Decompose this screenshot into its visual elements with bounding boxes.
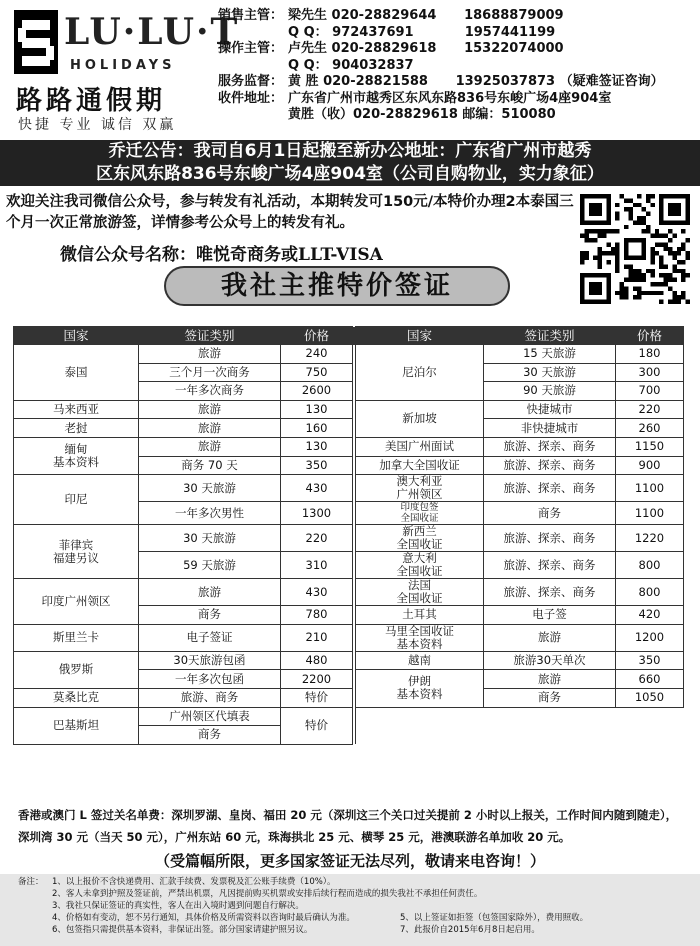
remark-line: 7、此报价自2015年6月8日起启用。 (400, 925, 540, 935)
table-row (14, 624, 684, 651)
price-cell: 660 (616, 670, 684, 689)
contact-name: 黄 胜 (288, 74, 319, 89)
price-cell: 特价 (281, 688, 353, 707)
visa-type-cell: 旅游 (484, 670, 616, 689)
header (0, 0, 700, 140)
contact-row (218, 41, 698, 58)
contact-phone[interactable]: 904032837 (332, 57, 414, 73)
contact-row (218, 8, 698, 25)
price-cell: 420 (616, 606, 684, 625)
contact-name: Q Q： (288, 57, 328, 73)
logo-slogan: 快捷 专业 诚信 双赢 (18, 117, 177, 133)
header-visa-type: 签证类别 (139, 327, 281, 345)
country-cell: 马里全国收证 基本资料 (356, 624, 484, 651)
visa-type-cell: 旅游、探亲、商务 (484, 579, 616, 606)
country-cell: 印度广州领区 (14, 579, 139, 625)
price-cell: 260 (616, 419, 684, 438)
table-row (14, 525, 684, 552)
price-cell: 700 (616, 382, 684, 401)
company-logo (14, 8, 240, 136)
price-cell: 800 (616, 552, 684, 579)
remark-line: 2、客人未拿到护照及签证前，严禁出机票，凡因提前购买机票或安排后续行程而造成的损失我社不承担任何责任。 (52, 889, 483, 899)
contact-mobile[interactable]: 15322074000 (464, 41, 564, 56)
qr-code-icon[interactable] (580, 194, 690, 304)
column-separator (353, 363, 356, 382)
contact-row (218, 25, 698, 42)
visa-type-cell: 59 天旅游 (139, 552, 281, 579)
price-cell: 1220 (616, 525, 684, 552)
table-row (14, 707, 684, 726)
country-cell: 莫桑比克 (14, 688, 139, 707)
visa-type-cell: 90 天旅游 (484, 382, 616, 401)
logo-brand: LU·LU·T (64, 11, 240, 53)
contact-label: 收件地址： (218, 90, 284, 106)
contact-row (218, 58, 698, 75)
contact-phone[interactable]: 020-28829618 (331, 41, 437, 56)
country-cell: 斯里兰卡 (14, 624, 139, 651)
price-cell: 1050 (616, 688, 684, 707)
visa-type-cell: 广州领区代填表 (139, 707, 281, 726)
visa-type-cell: 旅游、探亲、商务 (484, 525, 616, 552)
visa-type-cell: 商务 (139, 606, 281, 625)
header-country: 国家 (356, 327, 484, 345)
header-country: 国家 (14, 327, 139, 345)
contact-mobile[interactable]: 18688879009 (464, 8, 564, 23)
visa-type-cell: 旅游、探亲、商务 (484, 437, 616, 456)
visa-type-cell: 商务 (139, 726, 281, 745)
visa-type-cell: 旅游 (139, 345, 281, 364)
visa-type-cell: 商务 (484, 502, 616, 525)
price-cell: 220 (616, 400, 684, 419)
visa-type-cell: 商务 70 天 (139, 456, 281, 475)
price-cell: 310 (281, 552, 353, 579)
table-row (14, 579, 684, 606)
contact-block (218, 8, 698, 124)
hk-macau-fee-note: 香港或澳门 L 签过关名单费：深圳罗湖、皇岗、福田 20 元（深圳这三个关口过关提前 2 小时以上报关，工作时间内随到随走），深圳湾 30 元（当天 50 元），广州东站 60 元，珠海拱北 25 元、横琴 25 元，港澳联游名单加收 20 元。 (18, 808, 678, 844)
remarks-label: 备注： (18, 877, 44, 887)
table-row (14, 475, 684, 502)
table-row (14, 419, 684, 438)
country-cell: 美国广州面试 (356, 437, 484, 456)
country-cell: 马来西亚 (14, 400, 139, 419)
remark-line: 5、以上签证如拒签（包签国家除外），费用照收。 (400, 913, 589, 923)
visa-type-cell: 旅游 (139, 419, 281, 438)
price-cell: 350 (616, 651, 684, 670)
wechat-section (0, 190, 700, 320)
price-cell: 1200 (616, 624, 684, 651)
column-separator (353, 726, 356, 745)
contact-phone[interactable]: 广东省广州市越秀区东风东路836号东峻广场4座904室 (288, 90, 612, 106)
price-cell: 1100 (616, 502, 684, 525)
visa-type-cell: 快捷城市 (484, 400, 616, 419)
contact-row (218, 91, 698, 108)
price-cell: 780 (281, 606, 353, 625)
visa-price-table (13, 326, 684, 745)
price-cell: 240 (281, 345, 353, 364)
column-separator (353, 382, 356, 401)
country-cell: 新加坡 (356, 400, 484, 437)
visa-type-cell: 一年多次商务 (139, 382, 281, 401)
contact-name: Q Q： (288, 24, 328, 40)
country-cell: 泰国 (14, 345, 139, 401)
country-cell: 加拿大全国收证 (356, 456, 484, 475)
table-header-row (14, 327, 684, 345)
table-row (14, 345, 684, 364)
country-cell: 俄罗斯 (14, 651, 139, 688)
remark-line: 1、以上报价不含快递费用、汇款手续费、发票税及汇公账手续费（10%）。 (52, 877, 336, 887)
header-visa-type: 签证类别 (484, 327, 616, 345)
visa-type-cell: 30 天旅游 (139, 525, 281, 552)
country-cell: 澳大利亚 广州领区 (356, 475, 484, 502)
visa-type-cell: 旅游30天单次 (484, 651, 616, 670)
price-cell: 130 (281, 400, 353, 419)
country-cell: 巴基斯坦 (14, 707, 139, 744)
wechat-account-name: 微信公众号名称：唯悦奇商务或LLT-VISA (60, 245, 383, 265)
contact-label: 服务监督： (218, 74, 284, 89)
price-cell: 300 (616, 363, 684, 382)
contact-label: 操作主管： (218, 41, 284, 56)
price-cell: 130 (281, 437, 353, 456)
price-cell: 430 (281, 475, 353, 502)
table-row (14, 400, 684, 419)
visa-type-cell: 商务 (484, 688, 616, 707)
country-cell: 缅甸 基本资料 (14, 437, 139, 474)
country-cell: 菲律宾 福建另议 (14, 525, 139, 579)
contact-mobile[interactable]: 13925037873 （疑难签证咨询） (455, 74, 664, 89)
remark-line: 6、包签指只需提供基本资料，非保证出签。部分国家请建护照另议。 (52, 925, 313, 935)
table-row (14, 651, 684, 670)
contact-name: 卢先生 (288, 41, 328, 56)
visa-type-cell: 旅游 (139, 400, 281, 419)
country-cell: 法国 全国收证 (356, 579, 484, 606)
table-row (14, 437, 684, 456)
notice-line-2: 区东风东路836号东峻广场4座904室（公司自购物业，实力象征） (96, 164, 604, 184)
visa-type-cell: 非快捷城市 (484, 419, 616, 438)
contact-phone[interactable]: 020-28829644 (331, 8, 437, 23)
price-cell: 210 (281, 624, 353, 651)
contact-row (218, 107, 698, 124)
price-cell: 900 (616, 456, 684, 475)
price-cell: 800 (616, 579, 684, 606)
notice-line-1: 乔迁公告：我司自6月1日起搬至新办公地址：广东省广州市越秀 (108, 141, 592, 161)
contact-row (218, 74, 698, 91)
visa-type-cell: 30 天旅游 (139, 475, 281, 502)
logo-mark-icon (14, 10, 58, 74)
country-cell: 尼泊尔 (356, 345, 484, 401)
country-cell: 越南 (356, 651, 484, 670)
contact-phone[interactable]: 黄胜（收）020-28829618 邮编：510080 (288, 107, 556, 122)
price-cell: 220 (281, 525, 353, 552)
visa-type-cell: 三个月一次商务 (139, 363, 281, 382)
visa-type-cell: 旅游、商务 (139, 688, 281, 707)
remarks-box (0, 874, 700, 946)
column-separator (353, 688, 356, 707)
promo-title: 我社主推特价签证 (164, 266, 510, 306)
contact-mobile[interactable]: 1957441199 (464, 24, 556, 40)
more-countries-note: （受篇幅所限，更多国家签证无法尽列，敬请来电咨询！） (154, 852, 545, 870)
price-cell: 1150 (616, 437, 684, 456)
country-cell: 印尼 (14, 475, 139, 525)
country-cell: 老挝 (14, 419, 139, 438)
visa-type-cell: 旅游、探亲、商务 (484, 456, 616, 475)
visa-type-cell: 旅游 (139, 437, 281, 456)
visa-type-cell: 15 天旅游 (484, 345, 616, 364)
relocation-notice (0, 140, 700, 186)
contact-phone[interactable]: 972437691 (332, 24, 414, 40)
price-cell: 430 (281, 579, 353, 606)
visa-type-cell: 30天旅游包函 (139, 651, 281, 670)
contact-name: 梁先生 (288, 8, 328, 23)
header-price: 价格 (281, 327, 353, 345)
column-separator (353, 419, 356, 438)
visa-type-cell: 旅游 (484, 624, 616, 651)
visa-type-cell: 旅游 (139, 579, 281, 606)
country-cell: 伊朗 基本资料 (356, 670, 484, 707)
remark-line: 4、价格如有变动，恕不另行通知，具体价格及所需资料以咨询时最后确认为准。 (52, 913, 355, 923)
price-cell: 480 (281, 651, 353, 670)
column-separator (353, 707, 356, 726)
header-price: 价格 (616, 327, 684, 345)
contact-label: 销售主管： (218, 8, 284, 23)
visa-type-cell: 一年多次包函 (139, 670, 281, 689)
contact-phone[interactable]: 020-28821588 (323, 74, 428, 89)
visa-type-cell: 电子签证 (139, 624, 281, 651)
table-body (14, 345, 684, 745)
visa-type-cell: 旅游、探亲、商务 (484, 552, 616, 579)
country-cell: 土耳其 (356, 606, 484, 625)
price-cell: 2600 (281, 382, 353, 401)
country-cell: 新西兰 全国收证 (356, 525, 484, 552)
visa-type-cell: 30 天旅游 (484, 363, 616, 382)
wechat-promo-text: 欢迎关注我司微信公众号，参与转发有礼活动，本期转发可150元/本特价办理2本泰国三个月一次正常旅游签，详情参考公众号上的转发有礼。 (6, 194, 574, 231)
price-cell: 160 (281, 419, 353, 438)
country-cell: 意大利 全国收证 (356, 552, 484, 579)
price-cell: 2200 (281, 670, 353, 689)
logo-chinese-name: 路路通假期 (16, 86, 167, 116)
table-row (14, 688, 684, 707)
visa-type-cell: 一年多次男性 (139, 502, 281, 525)
visa-type-cell: 旅游、探亲、商务 (484, 475, 616, 502)
price-cell: 180 (616, 345, 684, 364)
price-cell: 1100 (616, 475, 684, 502)
country-cell: 印度包签 全国收证 (356, 502, 484, 525)
price-cell: 特价 (281, 707, 353, 744)
visa-type-cell: 电子签 (484, 606, 616, 625)
remark-line: 3、我社只保证签证的真实性，客人在出入境时遇到问题自行解决。 (52, 901, 304, 911)
logo-holidays: HOLIDAYS (70, 58, 176, 73)
price-cell: 350 (281, 456, 353, 475)
price-cell: 1300 (281, 502, 353, 525)
price-cell: 750 (281, 363, 353, 382)
